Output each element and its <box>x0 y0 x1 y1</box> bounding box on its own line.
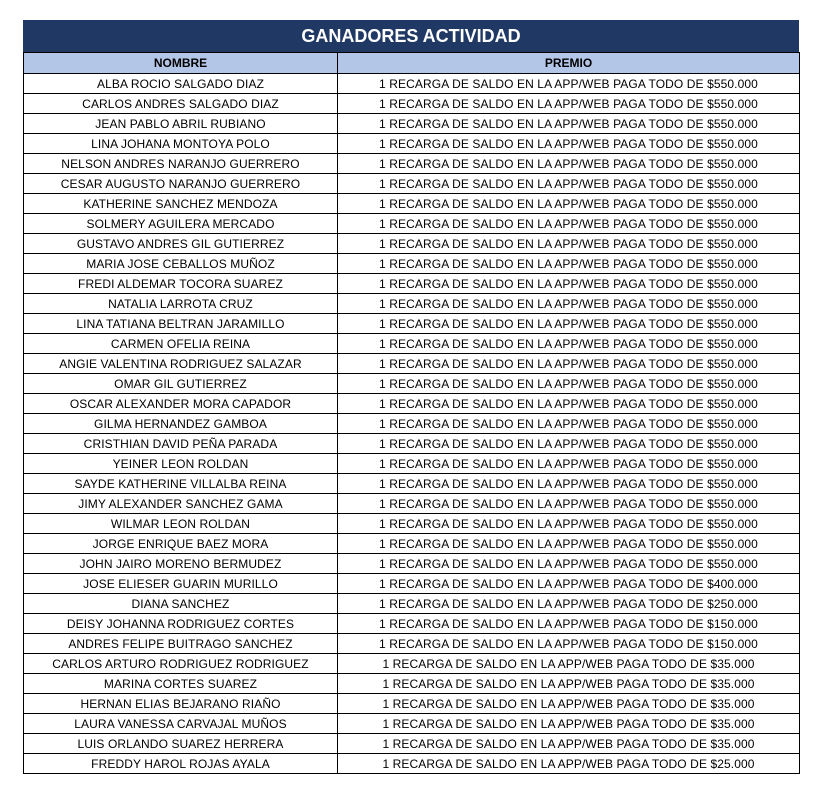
prize-cell: 1 RECARGA DE SALDO EN LA APP/WEB PAGA TODO DE $550.000 <box>338 554 800 574</box>
table-row <box>24 554 800 574</box>
winners-sheet <box>23 20 799 774</box>
prize-cell: 1 RECARGA DE SALDO EN LA APP/WEB PAGA TODO DE $550.000 <box>338 274 800 294</box>
prize-cell: 1 RECARGA DE SALDO EN LA APP/WEB PAGA TODO DE $550.000 <box>338 354 800 374</box>
prize-cell: 1 RECARGA DE SALDO EN LA APP/WEB PAGA TODO DE $25.000 <box>338 754 800 774</box>
prize-cell: 1 RECARGA DE SALDO EN LA APP/WEB PAGA TODO DE $35.000 <box>338 674 800 694</box>
table-row <box>24 394 800 414</box>
winner-name-cell: SAYDE KATHERINE VILLALBA REINA <box>24 474 338 494</box>
column-header-name: NOMBRE <box>24 53 338 74</box>
winner-name-cell: DEISY JOHANNA RODRIGUEZ CORTES <box>24 614 338 634</box>
table-row <box>24 214 800 234</box>
winner-name-cell: CESAR AUGUSTO NARANJO GUERRERO <box>24 174 338 194</box>
prize-cell: 1 RECARGA DE SALDO EN LA APP/WEB PAGA TODO DE $550.000 <box>338 434 800 454</box>
table-row <box>24 514 800 534</box>
winner-name-cell: ANGIE VALENTINA RODRIGUEZ SALAZAR <box>24 354 338 374</box>
table-row <box>24 714 800 734</box>
winner-name-cell: DIANA SANCHEZ <box>24 594 338 614</box>
winner-name-cell: FREDI ALDEMAR TOCORA SUAREZ <box>24 274 338 294</box>
table-row <box>24 754 800 774</box>
table-row <box>24 294 800 314</box>
table-row <box>24 334 800 354</box>
winners-table <box>23 52 800 774</box>
prize-cell: 1 RECARGA DE SALDO EN LA APP/WEB PAGA TODO DE $550.000 <box>338 494 800 514</box>
prize-cell: 1 RECARGA DE SALDO EN LA APP/WEB PAGA TODO DE $550.000 <box>338 294 800 314</box>
prize-cell: 1 RECARGA DE SALDO EN LA APP/WEB PAGA TODO DE $550.000 <box>338 514 800 534</box>
table-row <box>24 674 800 694</box>
prize-cell: 1 RECARGA DE SALDO EN LA APP/WEB PAGA TODO DE $550.000 <box>338 314 800 334</box>
winner-name-cell: GUSTAVO ANDRES GIL GUTIERREZ <box>24 234 338 254</box>
winner-name-cell: CARMEN OFELIA REINA <box>24 334 338 354</box>
prize-cell: 1 RECARGA DE SALDO EN LA APP/WEB PAGA TODO DE $550.000 <box>338 174 800 194</box>
prize-cell: 1 RECARGA DE SALDO EN LA APP/WEB PAGA TODO DE $550.000 <box>338 454 800 474</box>
table-row <box>24 494 800 514</box>
winner-name-cell: LAURA VANESSA CARVAJAL MUÑOS <box>24 714 338 734</box>
table-body <box>24 74 800 774</box>
winner-name-cell: OMAR GIL GUTIERREZ <box>24 374 338 394</box>
table-row <box>24 474 800 494</box>
winner-name-cell: FREDDY HAROL ROJAS AYALA <box>24 754 338 774</box>
prize-cell: 1 RECARGA DE SALDO EN LA APP/WEB PAGA TODO DE $550.000 <box>338 334 800 354</box>
table-row <box>24 694 800 714</box>
table-row <box>24 254 800 274</box>
table-row <box>24 574 800 594</box>
prize-cell: 1 RECARGA DE SALDO EN LA APP/WEB PAGA TODO DE $550.000 <box>338 154 800 174</box>
prize-cell: 1 RECARGA DE SALDO EN LA APP/WEB PAGA TODO DE $35.000 <box>338 714 800 734</box>
table-row <box>24 614 800 634</box>
winner-name-cell: NELSON ANDRES NARANJO GUERRERO <box>24 154 338 174</box>
winner-name-cell: WILMAR LEON ROLDAN <box>24 514 338 534</box>
prize-cell: 1 RECARGA DE SALDO EN LA APP/WEB PAGA TODO DE $550.000 <box>338 194 800 214</box>
table-row <box>24 374 800 394</box>
winner-name-cell: JIMY ALEXANDER SANCHEZ GAMA <box>24 494 338 514</box>
winner-name-cell: CARLOS ANDRES SALGADO DIAZ <box>24 94 338 114</box>
winner-name-cell: MARIA JOSE CEBALLOS MUÑOZ <box>24 254 338 274</box>
table-row <box>24 154 800 174</box>
prize-cell: 1 RECARGA DE SALDO EN LA APP/WEB PAGA TODO DE $550.000 <box>338 114 800 134</box>
prize-cell: 1 RECARGA DE SALDO EN LA APP/WEB PAGA TODO DE $550.000 <box>338 234 800 254</box>
winner-name-cell: ALBA ROCIO SALGADO DIAZ <box>24 74 338 94</box>
prize-cell: 1 RECARGA DE SALDO EN LA APP/WEB PAGA TODO DE $550.000 <box>338 534 800 554</box>
winner-name-cell: JOSE ELIESER GUARIN MURILLO <box>24 574 338 594</box>
table-row <box>24 94 800 114</box>
winner-name-cell: HERNAN ELIAS BEJARANO RIAÑO <box>24 694 338 714</box>
table-row <box>24 594 800 614</box>
table-row <box>24 654 800 674</box>
prize-cell: 1 RECARGA DE SALDO EN LA APP/WEB PAGA TODO DE $550.000 <box>338 374 800 394</box>
winner-name-cell: JOHN JAIRO MORENO BERMUDEZ <box>24 554 338 574</box>
prize-cell: 1 RECARGA DE SALDO EN LA APP/WEB PAGA TODO DE $550.000 <box>338 394 800 414</box>
table-row <box>24 194 800 214</box>
winner-name-cell: NATALIA LARROTA CRUZ <box>24 294 338 314</box>
prize-cell: 1 RECARGA DE SALDO EN LA APP/WEB PAGA TODO DE $400.000 <box>338 574 800 594</box>
table-row <box>24 174 800 194</box>
table-row <box>24 314 800 334</box>
prize-cell: 1 RECARGA DE SALDO EN LA APP/WEB PAGA TODO DE $550.000 <box>338 474 800 494</box>
winner-name-cell: CARLOS ARTURO RODRIGUEZ RODRIGUEZ <box>24 654 338 674</box>
table-row <box>24 634 800 654</box>
table-row <box>24 454 800 474</box>
table-row <box>24 434 800 454</box>
table-row <box>24 134 800 154</box>
prize-cell: 1 RECARGA DE SALDO EN LA APP/WEB PAGA TODO DE $550.000 <box>338 214 800 234</box>
table-row <box>24 234 800 254</box>
prize-cell: 1 RECARGA DE SALDO EN LA APP/WEB PAGA TODO DE $550.000 <box>338 134 800 154</box>
prize-cell: 1 RECARGA DE SALDO EN LA APP/WEB PAGA TODO DE $35.000 <box>338 654 800 674</box>
winner-name-cell: LINA TATIANA BELTRAN JARAMILLO <box>24 314 338 334</box>
winner-name-cell: LINA JOHANA MONTOYA POLO <box>24 134 338 154</box>
winner-name-cell: GILMA HERNANDEZ GAMBOA <box>24 414 338 434</box>
winner-name-cell: SOLMERY AGUILERA MERCADO <box>24 214 338 234</box>
table-row <box>24 274 800 294</box>
header-row <box>24 53 800 74</box>
table-row <box>24 534 800 554</box>
winner-name-cell: LUIS ORLANDO SUAREZ HERRERA <box>24 734 338 754</box>
winner-name-cell: JORGE ENRIQUE BAEZ MORA <box>24 534 338 554</box>
prize-cell: 1 RECARGA DE SALDO EN LA APP/WEB PAGA TODO DE $550.000 <box>338 254 800 274</box>
prize-cell: 1 RECARGA DE SALDO EN LA APP/WEB PAGA TODO DE $550.000 <box>338 74 800 94</box>
winner-name-cell: ANDRES FELIPE BUITRAGO SANCHEZ <box>24 634 338 654</box>
table-row <box>24 354 800 374</box>
prize-cell: 1 RECARGA DE SALDO EN LA APP/WEB PAGA TODO DE $35.000 <box>338 694 800 714</box>
prize-cell: 1 RECARGA DE SALDO EN LA APP/WEB PAGA TODO DE $150.000 <box>338 614 800 634</box>
winner-name-cell: CRISTHIAN DAVID PEÑA PARADA <box>24 434 338 454</box>
table-row <box>24 414 800 434</box>
winner-name-cell: MARINA CORTES SUAREZ <box>24 674 338 694</box>
winner-name-cell: YEINER LEON ROLDAN <box>24 454 338 474</box>
sheet-title: GANADORES ACTIVIDAD <box>23 20 799 52</box>
winner-name-cell: OSCAR ALEXANDER MORA CAPADOR <box>24 394 338 414</box>
prize-cell: 1 RECARGA DE SALDO EN LA APP/WEB PAGA TODO DE $35.000 <box>338 734 800 754</box>
prize-cell: 1 RECARGA DE SALDO EN LA APP/WEB PAGA TODO DE $550.000 <box>338 94 800 114</box>
prize-cell: 1 RECARGA DE SALDO EN LA APP/WEB PAGA TODO DE $250.000 <box>338 594 800 614</box>
table-row <box>24 734 800 754</box>
winner-name-cell: KATHERINE SANCHEZ MENDOZA <box>24 194 338 214</box>
column-header-prize: PREMIO <box>338 53 800 74</box>
table-row <box>24 114 800 134</box>
prize-cell: 1 RECARGA DE SALDO EN LA APP/WEB PAGA TODO DE $550.000 <box>338 414 800 434</box>
prize-cell: 1 RECARGA DE SALDO EN LA APP/WEB PAGA TODO DE $150.000 <box>338 634 800 654</box>
table-row <box>24 74 800 94</box>
winner-name-cell: JEAN PABLO ABRIL RUBIANO <box>24 114 338 134</box>
